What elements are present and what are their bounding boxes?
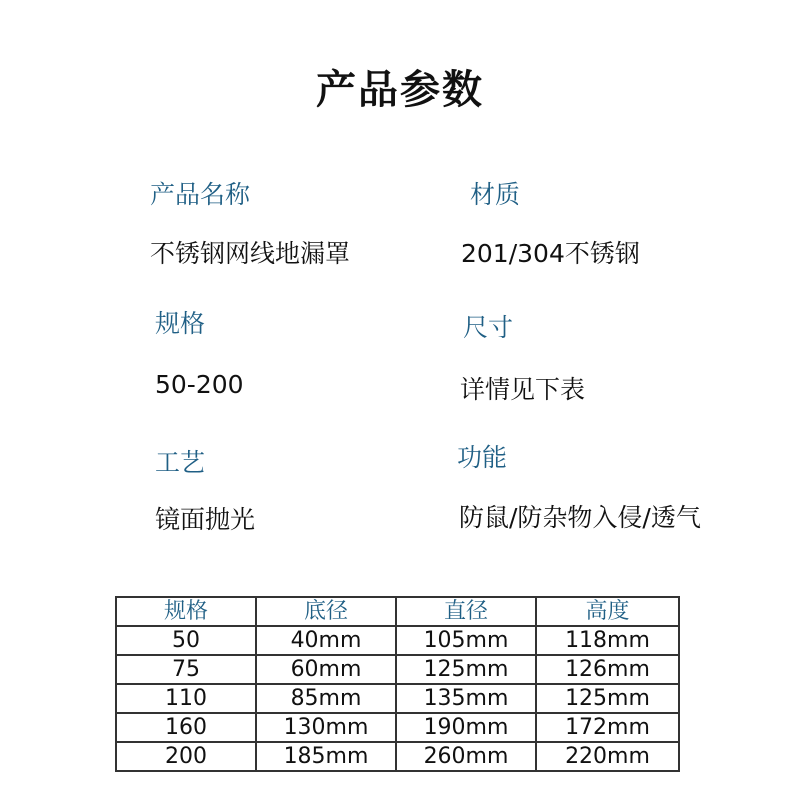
header-diameter: 直径 <box>396 597 536 626</box>
product-name-value: 不锈钢网线地漏罩 <box>150 239 351 268</box>
table-row <box>116 655 679 684</box>
spec-label: 规格 <box>155 309 206 338</box>
table-row <box>116 626 679 655</box>
table-header-row <box>116 597 679 626</box>
table-cell: 118mm <box>536 626 679 655</box>
table-row <box>116 713 679 742</box>
table-cell: 126mm <box>536 655 679 684</box>
table-row <box>116 684 679 713</box>
table-row <box>116 742 679 771</box>
size-value: 详情见下表 <box>460 375 586 404</box>
table-cell: 130mm <box>256 713 396 742</box>
table-cell: 125mm <box>536 684 679 713</box>
spec-value: 50-200 <box>155 370 244 399</box>
size-label: 尺寸 <box>463 313 514 342</box>
craft-value: 镜面抛光 <box>155 505 256 534</box>
header-height: 高度 <box>536 597 679 626</box>
table-cell: 260mm <box>396 742 536 771</box>
material-label: 材质 <box>470 180 521 209</box>
table-cell: 60mm <box>256 655 396 684</box>
table-cell: 190mm <box>396 713 536 742</box>
header-base-diameter: 底径 <box>256 597 396 626</box>
header-spec: 规格 <box>116 597 256 626</box>
product-name-label: 产品名称 <box>150 180 251 209</box>
table-cell: 85mm <box>256 684 396 713</box>
table-cell: 172mm <box>536 713 679 742</box>
table-cell: 125mm <box>396 655 536 684</box>
material-value: 201/304不锈钢 <box>461 239 640 268</box>
spec-table <box>115 596 680 772</box>
table-cell: 105mm <box>396 626 536 655</box>
craft-label: 工艺 <box>155 448 206 477</box>
table-cell: 75 <box>116 655 256 684</box>
table-cell: 200 <box>116 742 256 771</box>
table-cell: 160 <box>116 713 256 742</box>
table-cell: 40mm <box>256 626 396 655</box>
function-label: 功能 <box>457 443 508 472</box>
table-cell: 185mm <box>256 742 396 771</box>
function-value: 防鼠/防杂物入侵/透气 <box>459 503 701 532</box>
page-title: 产品参数 <box>316 67 484 113</box>
table-cell: 110 <box>116 684 256 713</box>
table-cell: 50 <box>116 626 256 655</box>
table-cell: 220mm <box>536 742 679 771</box>
table-cell: 135mm <box>396 684 536 713</box>
